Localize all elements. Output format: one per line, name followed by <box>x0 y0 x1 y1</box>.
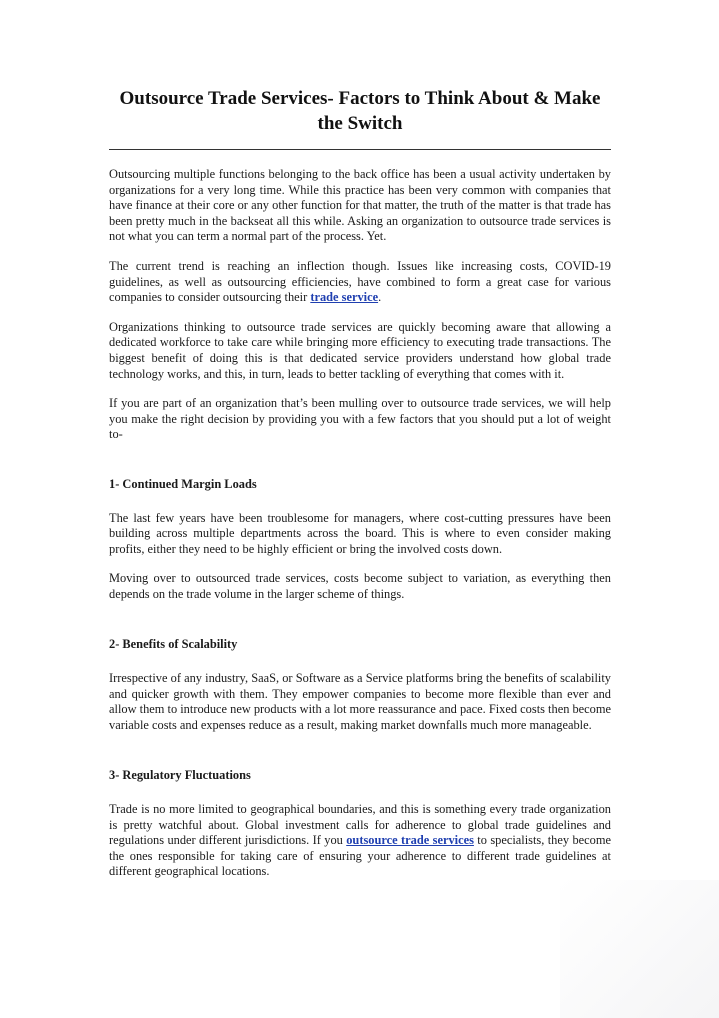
section-heading-regulatory: 3- Regulatory Fluctuations <box>109 768 251 783</box>
section-heading-scalability: 2- Benefits of Scalability <box>109 637 238 652</box>
document-page <box>109 0 611 880</box>
scalability-paragraph: Irrespective of any industry, SaaS, or Software as a Service platforms bring the benefits of scalability and quicker growth with them. They empower companies to become more flexible than ever and allow them to introduce new products with a lot more reassurance and pace. Fixed costs then become variable costs and expenses reduce as a result, making market downfalls much more manageable. <box>109 671 612 732</box>
trend-text-end: . <box>378 290 382 305</box>
trend-paragraph <box>109 259 611 306</box>
regulatory-paragraph <box>109 802 611 880</box>
title-divider <box>109 149 611 150</box>
trend-text: The current trend is reaching an inflection though. Issues like increasing costs, COVID-19 guidelines, as well as outsourcing efficiencies, have combined to form a great case for various companies to consider outsourcing their <box>109 258 611 305</box>
outsource-trade-services-link[interactable]: outsource trade services <box>346 833 474 848</box>
page-corner-shade <box>560 880 719 1018</box>
regulatory-text: Trade is no more limited to geographical boundaries, and this is something every trade organization is pretty watchful about. Global investment calls for adherence to global trade guidelines and regulations under different jurisdictions. If you <box>109 802 611 848</box>
regulatory-text-end: to specialists, they become the ones responsible for taking care of ensuring your adherence to different trade guidelines at different geographical locations. <box>109 833 611 879</box>
intro-paragraph: Outsourcing multiple functions belonging to the back office has been a usual activity undertaken by organizations for a very long time. While this practice has been very common with companies that have finance at their core or any other function for that matter, the truth of the matter is that trade has been pretty much in the backseat all this while. Asking an organization to outsource trade services is not what you can term a normal part of the process. Yet. <box>109 167 611 244</box>
margin-loads-paragraph-1: The last few years have been troublesome for managers, where cost-cutting pressures have been building across multiple departments across the board. This is where to even consider making profits, either they need to be highly efficient or bring the involved costs down. <box>109 510 611 556</box>
section-heading-margin-loads: 1- Continued Margin Loads <box>109 476 257 491</box>
organizations-paragraph: Organizations thinking to outsource trade services are quickly becoming aware that allowing a dedicated workforce to take care while bringing more efficiency to executing trade transactions. The biggest benefit of doing this is that dedicated service providers understand how global trade technology works, and this, in turn, leads to better tackling of everything that comes with it. <box>109 319 611 381</box>
help-paragraph: If you are part of an organization that’s been mulling over to outsource trade services, we will help you make the right decision by providing you with a few factors that you should put a lot of weight to- <box>109 396 611 442</box>
document-title: Outsource Trade Services- Factors to Think About & Make the Switch <box>119 88 601 134</box>
margin-loads-paragraph-2: Moving over to outsourced trade services, costs become subject to variation, as everything then depends on the trade volume in the larger scheme of things. <box>109 571 611 601</box>
trade-service-link[interactable]: trade service <box>310 290 379 305</box>
